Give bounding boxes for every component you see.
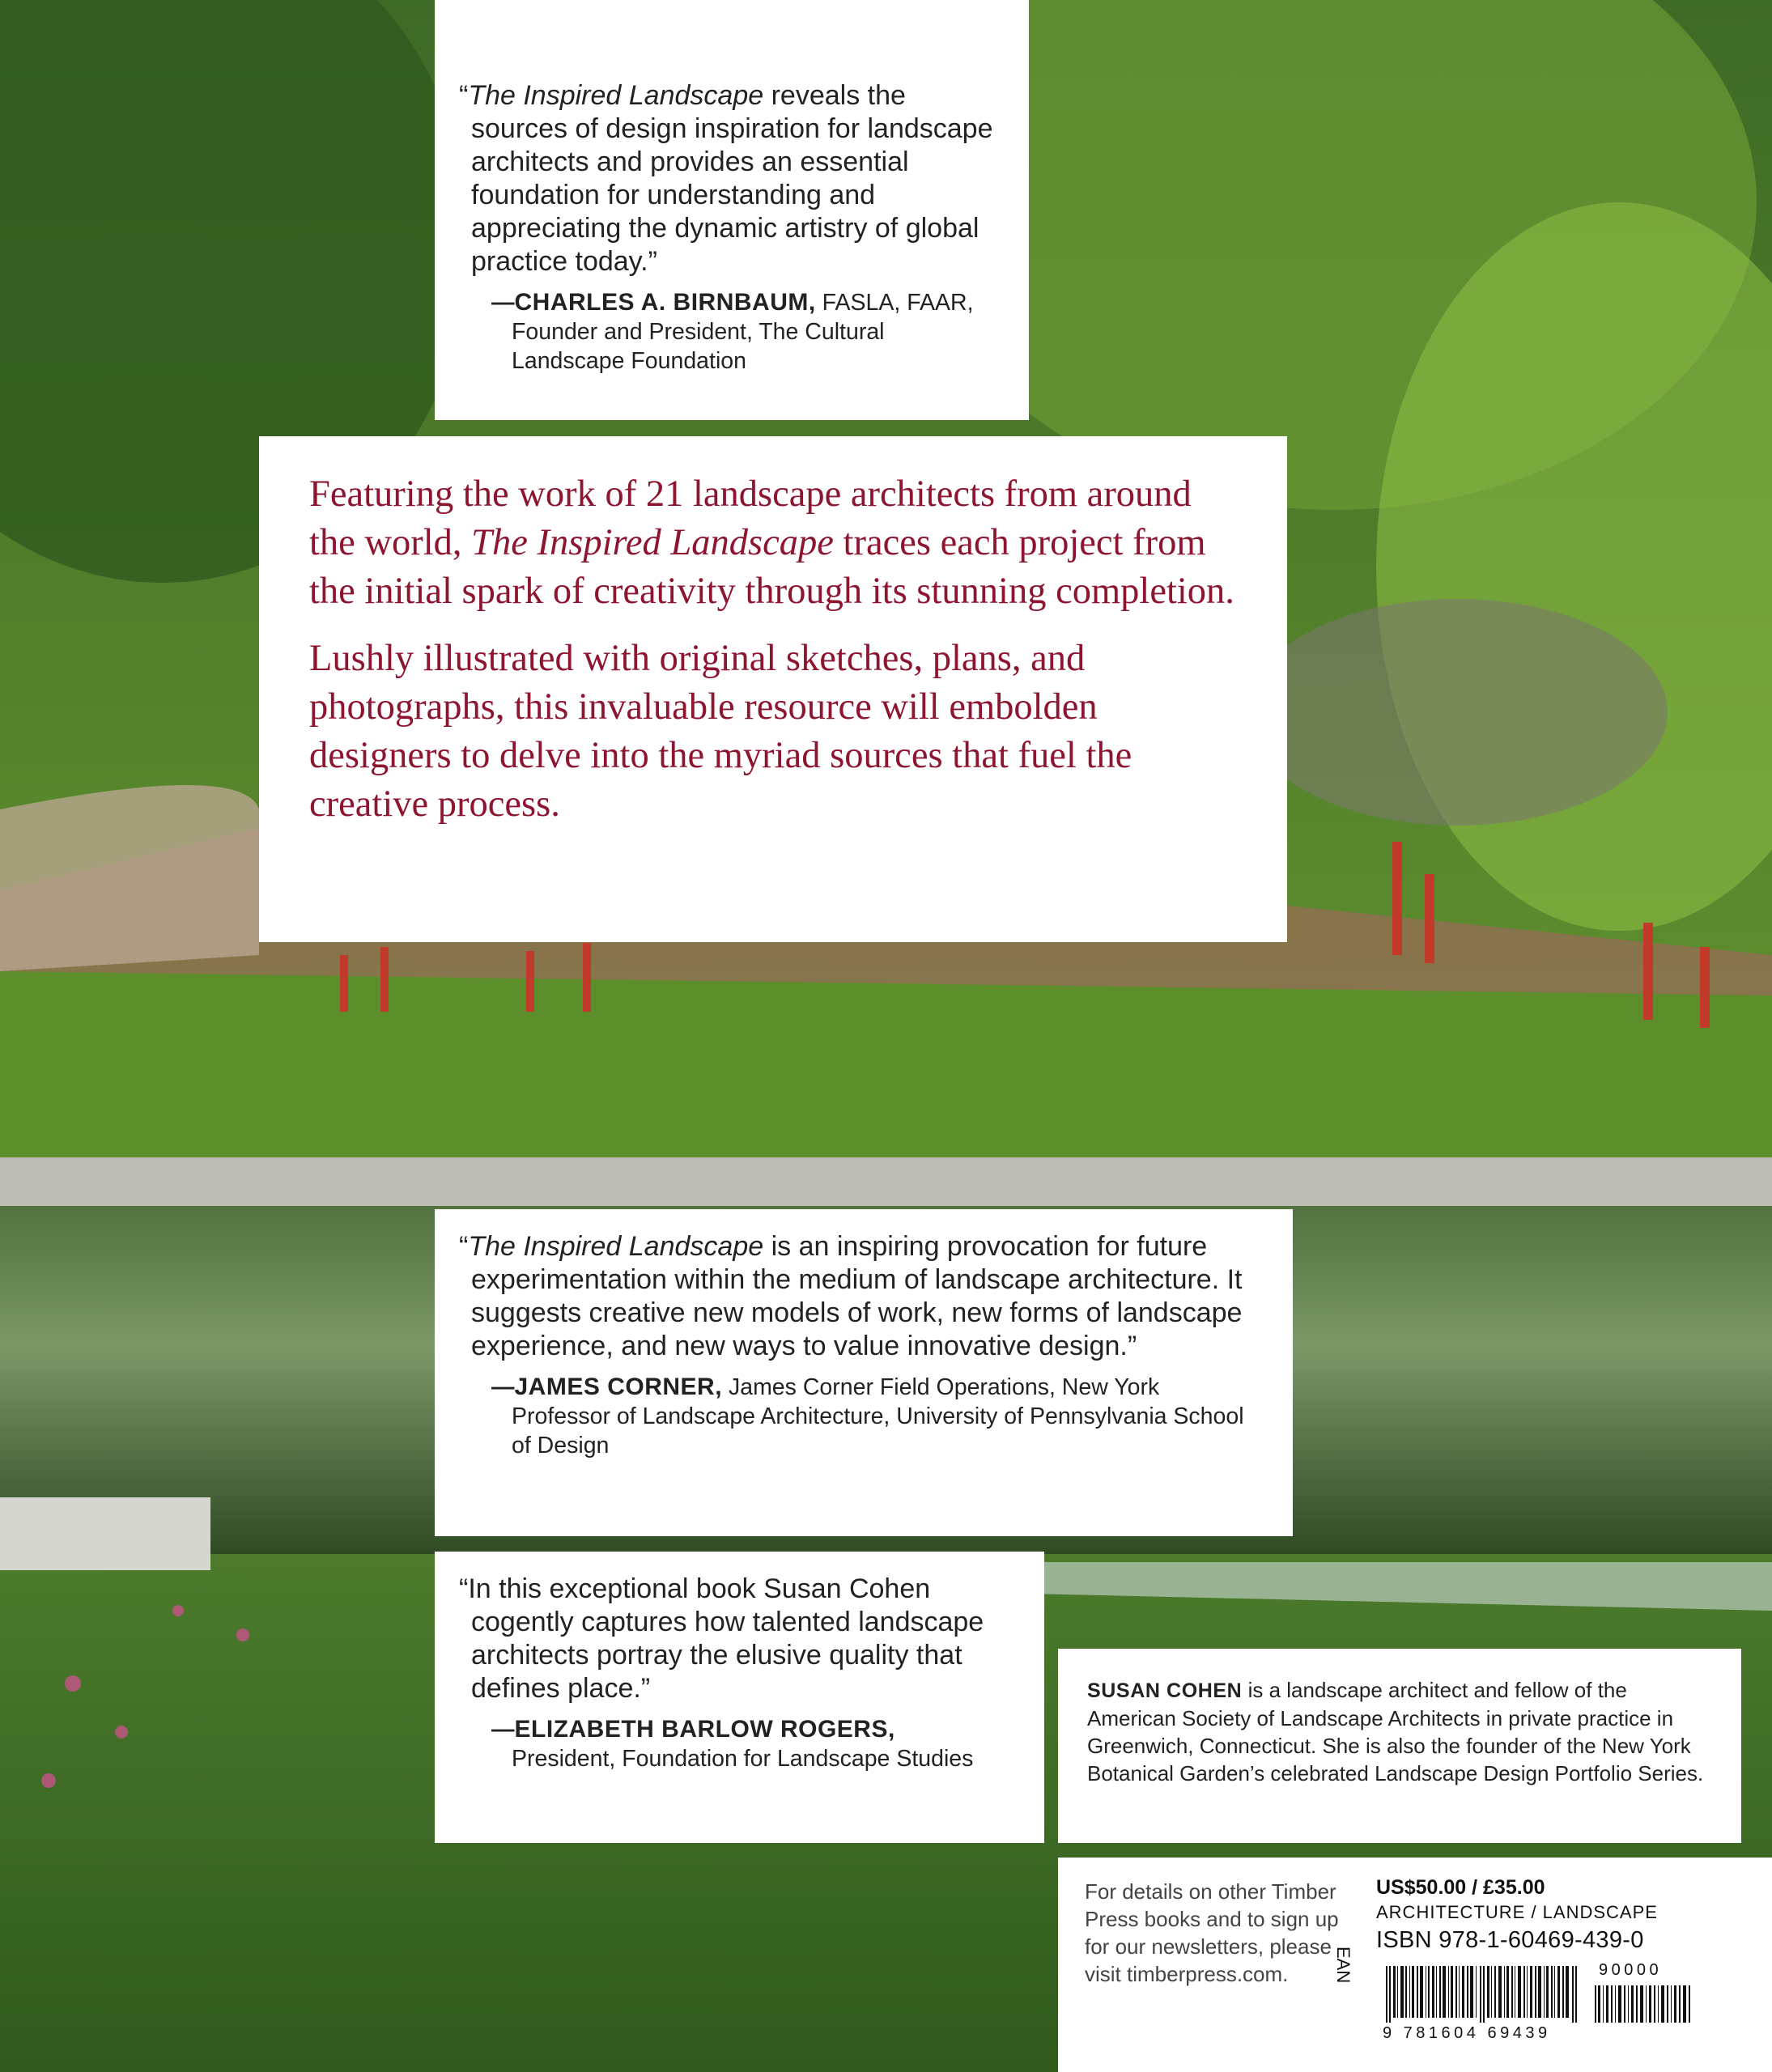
publisher-barcode-panel <box>1058 1858 1772 2072</box>
quote-text: “In this exceptional book Susan Cohen cogently captures how talented landscape architects portray the elusive quality that defines place.” <box>459 1573 984 1704</box>
author-bio-text: is a landscape architect and fellow of the American Society of Landscape Architects in private practice in Greenwich, Connecticut. She is also the founder of the New York Botanical Garden’s celebrated Landscape Design Portfolio Series. <box>1087 1678 1704 1785</box>
attribution-name: JAMES CORNER, <box>514 1374 723 1400</box>
book-title: The Inspired Landscape <box>471 522 834 563</box>
book-description-panel <box>259 436 1287 942</box>
attribution-credentials: President, Foundation for Landscape Studies <box>512 1746 974 1772</box>
attribution-name: CHARLES A. BIRNBAUM, <box>514 289 816 316</box>
attribution-name: ELIZABETH BARLOW ROGERS, <box>514 1716 895 1743</box>
quote-panel-birnbaum <box>435 0 1029 420</box>
attribution-credentials: James Corner Field Operations, New York Professor of Landscape Architecture, University of Pennsylvania School of Design <box>512 1374 1244 1458</box>
category: ARCHITECTURE / LANDSCAPE <box>1376 1902 1658 1922</box>
quote-panel-rogers <box>435 1552 1044 1843</box>
author-name: SUSAN COHEN <box>1087 1679 1243 1702</box>
ean-barcode <box>1386 1966 1580 2023</box>
price: US$50.00 / £35.00 <box>1376 1876 1545 1899</box>
ean-label: EAN <box>1333 1947 1353 1984</box>
attribution-credentials: FASLA, FAAR, Founder and President, The Cultural Landscape Foundation <box>512 290 974 374</box>
price-addon-barcode <box>1595 1985 1692 2023</box>
quote-attribution: —CHARLES A. BIRNBAUM, FASLA, FAAR, Founder and President, The Cultural Landscape Foundation <box>491 289 974 374</box>
book-title: The Inspired Landscape <box>468 80 764 111</box>
book-title: The Inspired Landscape <box>468 1231 764 1262</box>
barcode-block <box>1333 1875 1757 2061</box>
description-paragraph-2: Lushly illustrated with original sketches, plans, and photographs, this invaluable resource will embolden designers to delve into the myriad sources that fuel the creative process. <box>309 638 1132 825</box>
quote-attribution: —ELIZABETH BARLOW ROGERS, President, Foundation for Landscape Studies <box>491 1716 974 1772</box>
author-bio-panel <box>1058 1649 1741 1843</box>
description-paragraph-1: Featuring the work of 21 landscape architects from around the world, The Inspired Landscape traces each project from the initial spark of creativity through its stunning completion. <box>309 473 1234 612</box>
quote-panel-corner <box>435 1209 1293 1536</box>
addon-number: 90000 <box>1599 1961 1663 1979</box>
barcode-number: 9 781604 69439 <box>1383 2024 1551 2042</box>
isbn: ISBN 978-1-60469-439-0 <box>1376 1927 1644 1953</box>
publisher-details: For details on other Timber Press books and to sign up for our newsletters, please visit timberpress.com. <box>1085 1879 1339 1986</box>
quote-text: “The Inspired Landscape is an inspiring provocation for future experimentation within the medium of landscape architecture. It suggests creative new models of work, new forms of landscape experience, and new ways to value innovative design.” <box>459 1231 1243 1361</box>
quote-attribution: —JAMES CORNER, James Corner Field Operations, New York Professor of Landscape Architecture, University of Pennsylvania School of Design <box>491 1374 1244 1458</box>
quote-text: “The Inspired Landscape reveals the sources of design inspiration for landscape architects and provides an essential foundation for understanding and appreciating the dynamic artistry of global practice today.” <box>459 80 993 277</box>
